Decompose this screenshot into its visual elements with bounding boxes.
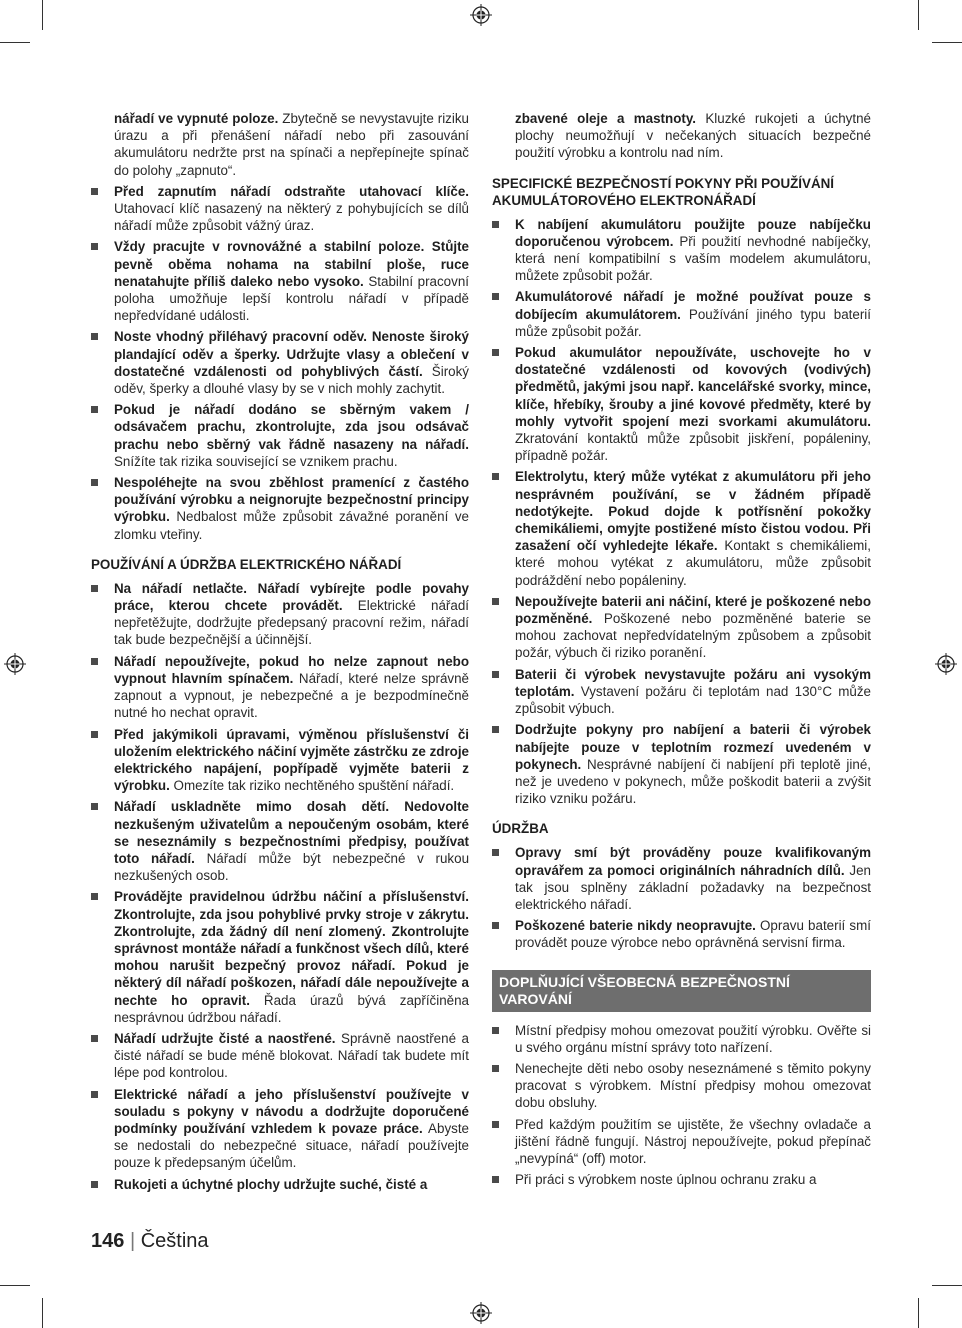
bullet-square-icon bbox=[91, 188, 98, 195]
crop-mark-bottom-left bbox=[42, 1298, 43, 1328]
list-item bbox=[492, 917, 871, 951]
list-item bbox=[492, 288, 871, 340]
list-item bbox=[91, 653, 469, 722]
list-item bbox=[492, 1060, 871, 1112]
list-item-bold: Poškozené baterie nikdy neopravujte. bbox=[515, 918, 756, 934]
bullet-square-icon bbox=[492, 1027, 499, 1034]
bullet-list-battery bbox=[492, 216, 871, 808]
bullet-square-icon bbox=[91, 658, 98, 665]
list-item-text: Nářadí může být nebezpečné v rukou nezkušených osob. bbox=[114, 850, 470, 884]
list-item-text: Nářadí, které nelze správně zapnout a vypnout, je nebezpečné a je bezpodmínečně nutné ho nechat opravit. bbox=[114, 670, 470, 721]
footer-language: Čeština bbox=[140, 1230, 209, 1252]
list-item bbox=[492, 1116, 871, 1168]
bullet-square-icon bbox=[91, 585, 98, 592]
list-item bbox=[91, 1086, 469, 1172]
list-item bbox=[91, 238, 469, 324]
bullet-square-icon bbox=[492, 922, 499, 929]
bullet-list-tool-use bbox=[91, 580, 469, 1193]
crop-mark-bottom-right-h bbox=[932, 1285, 962, 1286]
bullet-square-icon bbox=[492, 598, 499, 605]
bullet-square-icon bbox=[492, 1121, 499, 1128]
bullet-square-icon bbox=[91, 893, 98, 900]
list-item bbox=[91, 474, 469, 543]
list-item-text: Omezíte tak riziko nechtěného spuštění nářadí. bbox=[169, 778, 455, 794]
list-item-text: Nedbalost může způsobit závažné poranění ve zlomku vteřiny. bbox=[114, 509, 469, 542]
list-item-bold: Nespoléhejte na svou zběhlost pramenící z častého používání výrobku a neignorujte bezpečnostní principy výrobku. bbox=[114, 475, 469, 525]
list-item-bold: Opravy smí být prováděny pouze kvalifikovaným opravářem za pomoci originálních náhradních dílů. bbox=[515, 845, 871, 878]
bullet-square-icon bbox=[492, 1176, 499, 1183]
list-item-text: Před každým použitím se ujistěte, že všechny ovladače a jištění řádně fungují. Nástroj nepoužívejte, pokud přepínač „nevypíná“ (off) motor. bbox=[515, 1116, 871, 1166]
bullet-square-icon bbox=[492, 849, 499, 856]
list-item bbox=[91, 726, 469, 795]
list-item-bold: Baterii či výrobek nevystavujte požáru ani vysokým teplotám. bbox=[515, 666, 871, 699]
list-item-text: Nenechejte děti nebo osoby neseznámené s těmito pokyny pracovat s výrobkem. Místní předpisy mohou omezovat dobu obsluhy. bbox=[515, 1060, 871, 1111]
bullet-list-additional bbox=[492, 1022, 871, 1189]
list-item bbox=[492, 844, 871, 913]
list-item-bold: Elektrické nářadí a jeho příslušenství používejte v souladu s pokyny v návodu a dodržujte doporučené podmínky používání vzhledem k povaze práce. bbox=[114, 1086, 469, 1136]
list-item-bold: Nepoužívejte baterii ani náčiní, které je poškozené nebo pozměněné. bbox=[515, 593, 871, 627]
list-item-bold: Rukojeti a úchytné plochy udržujte suché, čisté a bbox=[114, 1176, 428, 1192]
list-item bbox=[91, 1030, 469, 1082]
list-item bbox=[492, 1022, 871, 1056]
page-footer bbox=[91, 1230, 209, 1253]
bullet-list-service bbox=[492, 844, 871, 951]
list-item-text: Řada úrazů bývá zapříčiněna nesprávnou údržbou nářadí. bbox=[114, 992, 470, 1025]
registration-mark-bottom-icon bbox=[470, 1302, 492, 1324]
bullet-square-icon bbox=[492, 1065, 499, 1072]
bullet-square-icon bbox=[492, 726, 499, 733]
left-column bbox=[91, 110, 469, 1197]
heading-tool-use: POUŽÍVÁNÍ A ÚDRŽBA ELEKTRICKÉHO NÁŘADÍ bbox=[91, 556, 402, 572]
bullet-list-general bbox=[91, 183, 469, 543]
intro-continuation bbox=[91, 110, 469, 179]
list-item bbox=[492, 721, 871, 807]
list-item-text: Jen tak jsou splněny základní požadavky na bezpečnost elektrického nářadí. bbox=[515, 862, 871, 912]
bullet-square-icon bbox=[91, 479, 98, 486]
list-item bbox=[91, 1176, 469, 1193]
list-item bbox=[492, 216, 871, 285]
bullet-square-icon bbox=[91, 731, 98, 738]
bullet-square-icon bbox=[91, 1035, 98, 1042]
list-item-text: Elektrické nářadí nepřetěžujte, dodržujte předepsaný pracovní režim, nářadí tak bude bezpečnější a účinnější. bbox=[114, 598, 469, 648]
bullet-square-icon bbox=[492, 293, 499, 300]
footer-separator: | bbox=[129, 1230, 136, 1252]
list-item-text: Kontakt s chemikáliemi, které mohou vytékat z akumulátoru, může způsobit podráždění nebo popáleniny. bbox=[515, 538, 871, 588]
list-item-text: Stabilní pracovní poloha umožňuje lepší kontrolu nářadí v případě nepředvídané události. bbox=[114, 273, 469, 324]
bullet-square-icon bbox=[91, 243, 98, 250]
right-continuation-bold: zbavené oleje a mastnoty. bbox=[515, 111, 697, 126]
list-item-bold: Vždy pracujte v rovnovážné a stabilní poloze. Stůjte pevně oběma nohama na stabilní ploše, ruce nenatahujte příliš daleko nebo vysoko. bbox=[114, 239, 469, 289]
bullet-square-icon bbox=[492, 671, 499, 678]
list-item-bold: Pokud je nářadí dodáno se sběrným vakem / odsávačem prachu, zkontrolujte, zda jsou odsávač prachu nebo sběrný vak řádně nasazeny na nářadí. bbox=[114, 402, 469, 452]
list-item-bold: Akumulátorové nářadí je možné používat pouze s dobíjecím akumulátorem. bbox=[515, 289, 871, 322]
crop-mark-top-left bbox=[42, 0, 43, 30]
list-item-bold: Nářadí uskladněte mimo dosah dětí. Nedovolte nezkušeným uživatelům a nepoučeným osobám, které se neseznámily s bezpečnostními předpisy, používat toto nářadí. bbox=[114, 799, 469, 866]
bullet-square-icon bbox=[91, 1091, 98, 1098]
list-item-bold: Před jakýmikoli úpravami, výměnou příslušenství či uložením elektrického náčiní vyjměte zástrčku ze zdroje elektrického napájení, popřípadě vyjměte baterii z výrobku. bbox=[114, 726, 469, 794]
list-item-bold: K nabíjení akumulátoru použijte pouze nabíječku doporučenou výrobcem. bbox=[515, 216, 871, 249]
list-item-bold: Elektrolytu, který může vytékat z akumulátoru při jeho nesprávném používání, se v žádném případě nedotýkejte. Pokud dojde k potřísnění pokožky chemikáliemi, omyjte postižené místo čistou vodou. Při zasažení očí vyhledejte lékaře. bbox=[515, 469, 871, 554]
page-number: 146 bbox=[91, 1230, 125, 1252]
heading-service: ÚDRŽBA bbox=[492, 821, 549, 837]
bullet-square-icon bbox=[91, 1181, 98, 1188]
list-item-bold: Před zapnutím nářadí odstraňte utahovací klíče. bbox=[114, 183, 469, 199]
list-item bbox=[91, 580, 469, 649]
list-item bbox=[91, 888, 469, 1026]
list-item bbox=[492, 1171, 871, 1188]
list-item-text: Používání jiného typu baterií může způsobit požár. bbox=[515, 306, 871, 339]
registration-mark-left-icon bbox=[4, 653, 26, 675]
list-item-bold: Pokud akumulátor nepoužíváte, uschovejte ho v dostatečné vzdálenosti od kovových (vodivých) předmětů, jakými jsou např. kancelářské svorky, mince, klíče, hřebíky, šrouby a jiné kovové předměty, které by mohly vytvořit spojení mezi svorkami akumulátoru. bbox=[515, 345, 871, 429]
intro-text: Zbytečně se nevystavujte riziku úrazu a při přenášení nářadí nebo při zasouvání akumulátoru nedržte prst na spínači a nepřepínejte spínač do polohy „zapnuto“. bbox=[114, 111, 470, 178]
list-item-text: Zkratování kontaktů může způsobit jiskření, popáleniny, případně požár. bbox=[515, 431, 871, 464]
list-item-bold: Provádějte pravidelnou údržbu náčiní a příslušenství. Zkontrolujte, zda jsou pohyblivé prvky stroje v zákrytu. Zkontrolujte, zda žádný díl není zlomený. Zkontrolujte správnost montáže nářadí a funkčnost všech dílů, které mohou narušit bezpečný provoz nářadí. Pokud je některý díl nářadí poškozen, nářadí dále nepoužívejte a nechte ho opravit. bbox=[114, 889, 469, 1008]
heading-battery-safety: SPECIFICKÉ BEZPEČNOSTÍ POKYNY PŘI POUŽÍVÁNÍ AKUMULÁTOROVÉHO ELEKTRONÁŘADÍ bbox=[492, 175, 835, 208]
list-item-text: Abyste se nedostali do nebezpečné situace, nářadí používejte pouze k předepsaným účelům. bbox=[114, 1120, 469, 1171]
registration-mark-top-icon bbox=[470, 4, 492, 26]
list-item-bold: Noste vhodný přiléhavý pracovní oděv. Nenoste široký plandající oděv a šperky. Udržujte vlasy a oblečení v dostatečné vzdálenosti od pohyblivých částí. bbox=[114, 329, 469, 379]
list-item-text: Správně naostřené a čisté nářadí se bude méně blokovat. Nářadí tak budete mít lépe pod kontrolou. bbox=[114, 1030, 469, 1081]
list-item-bold: Na nářadí netlačte. Nářadí vybírejte podle povahy práce, kterou chcete provádět. bbox=[114, 580, 469, 614]
list-item-text: Při práci s výrobkem noste úplnou ochranu zraku a bbox=[515, 1172, 817, 1188]
list-item bbox=[91, 183, 469, 235]
list-item bbox=[492, 666, 871, 718]
section-banner-additional-warnings: DOPLŇUJÍCÍ VŠEOBECNÁ BEZPEČNOSTNÍ VAROVÁNÍ bbox=[492, 970, 871, 1012]
list-item-text: Utahovací klíč nasazený na některý z pohybujících se dílů nářadí může způsobit vážný úraz. bbox=[114, 201, 469, 234]
bullet-square-icon bbox=[91, 803, 98, 810]
list-item-text: Široký oděv, šperky a dlouhé vlasy by se v nich mohly zachytit. bbox=[114, 363, 469, 397]
registration-mark-right-icon bbox=[935, 653, 957, 675]
crop-mark-bottom-right bbox=[918, 1298, 919, 1328]
right-continuation bbox=[492, 110, 871, 162]
crop-mark-top-right-h bbox=[932, 42, 962, 43]
list-item-text: Nesprávné nabíjení či nabíjení při teplotě jiné, než je uvedeno v pokynech, může poškodit baterii a zvýšit riziko vzniku požáru. bbox=[515, 756, 871, 807]
bullet-square-icon bbox=[91, 406, 98, 413]
list-item bbox=[492, 593, 871, 662]
crop-mark-bottom-left-h bbox=[0, 1285, 30, 1286]
list-item bbox=[91, 328, 469, 397]
list-item-text: Vystavení požáru či teplotám nad 130°C může způsobit výbuch. bbox=[515, 683, 871, 717]
bullet-square-icon bbox=[492, 221, 499, 228]
crop-mark-top-right bbox=[918, 0, 919, 30]
list-item-text: Při použití nevhodné nabíječky, která není kompatibilní s vaším modelem akumulátoru, můžete způsobit požár. bbox=[515, 233, 871, 284]
list-item-text: Místní předpisy mohou omezovat použití výrobku. Ověřte si u svého orgánu místní správy toto nařízení. bbox=[515, 1022, 871, 1055]
bullet-square-icon bbox=[492, 349, 499, 356]
bullet-square-icon bbox=[91, 333, 98, 340]
list-item-bold: Nářadí udržujte čisté a naostřené. bbox=[114, 1030, 336, 1046]
list-item bbox=[492, 468, 871, 588]
list-item-bold: Nářadí nepoužívejte, pokud ho nelze zapnout nebo vypnout hlavním spínačem. bbox=[114, 653, 469, 686]
list-item-text: Snížíte tak rizika související se vznikem prachu. bbox=[114, 453, 398, 469]
right-continuation-text: Kluzké rukojeti a úchytné plochy neumožňují v nečekaných situacích bezpečné použití výrobku a kontrolu nad ním. bbox=[515, 111, 871, 161]
list-item bbox=[91, 401, 469, 470]
crop-mark-top-left-h bbox=[0, 42, 30, 43]
right-column bbox=[492, 110, 871, 1192]
list-item bbox=[91, 798, 469, 884]
list-item-bold: Dodržujte pokyny pro nabíjení a baterii či výrobek nabíjejte pouze v teplotním rozmezí uvedeném v pokynech. bbox=[515, 722, 871, 772]
intro-bold: nářadí ve vypnuté poloze. bbox=[114, 111, 279, 126]
list-item-text: Poškozené nebo pozměněné baterie se mohou zachovat nepředvídatelným způsobem a způsobit požár, výbuch či riziko poranění. bbox=[515, 611, 871, 661]
list-item-text: Opravu baterií smí provádět pouze výrobce nebo oprávněná servisní firma. bbox=[515, 918, 871, 951]
list-item bbox=[492, 344, 871, 464]
bullet-square-icon bbox=[492, 473, 499, 480]
